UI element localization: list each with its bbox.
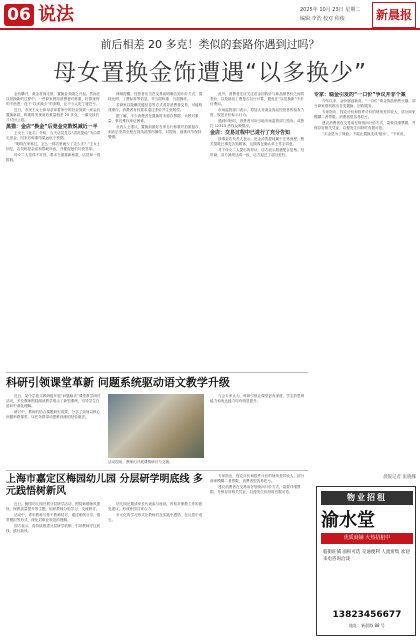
ad-address: 地址：新晨路 88 号	[349, 623, 385, 628]
ad-brand: 渝水堂	[321, 510, 375, 531]
subheading: 专家：稳金引发的“一口价”争议并非个案	[314, 92, 406, 98]
paragraph: 若商家以隐瞒关键信息等方式诱导消费者交易，可能构成欺诈，消费者有权要求退还差价并主张赔偿。	[108, 103, 203, 112]
paragraph: 近日，某中学语文教研组开展“问题驱动”课堂教学研讨活动，多位教师围绕阅读教学展示了新型课例，引导学生在追问中深化理解。	[6, 394, 101, 408]
story2-column-1	[6, 394, 102, 460]
paragraph: 母女二人觉得不对劲，要求当面重新称重，店员却一再推脱。	[6, 153, 101, 162]
paragraph: 涉事金店负责人表示，旧金清洗提纯属于正常流程，相关损耗已事先告知顾客，且顾客在确认单上签字同意。	[210, 137, 305, 146]
section-divider	[6, 470, 308, 471]
paragraph: 研讨中，教师们结合课题研究成果，分享了如何以核心问题串联课堂、以任务群带动思维训练的经验做法。	[6, 410, 101, 419]
page-number: 06	[4, 4, 34, 26]
paragraph: 近日，市民王女士和母亲拿着家中的旧金饰到一家金店置换新款，称重时发现前后重量相差 20 多克，一番交涉后才讨回公道。	[6, 108, 101, 122]
story3-column-1	[6, 502, 102, 636]
story2-photo-caption: 活动现场，教师们开展课例研讨与交流。	[108, 460, 173, 464]
paragraph: 与会专家认为，科研引领让课堂更有深度，学生的思辨能力和表达能力均有明显提升。	[210, 394, 305, 403]
advertisement[interactable]	[316, 486, 416, 636]
story2-headline: 科研引领课堂革新 问题系统驱动语文教学升级	[6, 376, 230, 389]
paragraph: 王女士（化名）介绍，当天店员先以“清洗提纯”为由带走旧金，回来后称重结果远低于预期。	[6, 131, 101, 140]
paragraph: 遇到纠纷时，消费者可向当地市场监管部门投诉，或拨打 12315 热线反映情况。	[210, 119, 305, 128]
paragraph: 建议消费者在交易前仔细询问计价方式，索要详细票据，并保存好相关凭证，以便发生纠纷时有据可依。	[210, 485, 301, 494]
story3-column-2	[108, 502, 204, 636]
story2-column-2	[210, 394, 306, 460]
newspaper-logo: 新晨报	[372, 2, 416, 28]
paragraph: 市场监管部门表示，将加大对黄金饰品经营者的检查力度，规范计价标示行为。	[210, 108, 305, 117]
lead-column-2	[108, 92, 204, 362]
subheading: 金店：交易过程中已进行了充分告知	[210, 130, 291, 136]
paragraph: “买金是为了保值，不能让置换变成‘缩水’。”专家说。	[322, 132, 408, 136]
ad-title: 物业招租	[321, 491, 413, 505]
paragraph: 金价攀升，黄金首饰走俏，置换业务随之兴起。然而在以旧换新的过程中，一些商家利用消费者对称重、折算规则的不熟悉，设下“以多换少”的套路，让不少人吃了哑巴亏。	[6, 92, 101, 106]
subheading: 黑猫：金店“换金”后竟金克数锐减近一半	[6, 124, 98, 130]
date-line: 2025年 10月 23日 星期二	[300, 7, 361, 13]
paragraph: 律师提醒，经营者应当在交易前明确告知计价方式、损耗比例、工费标准等信息，并当面称重、当面操作。	[108, 92, 203, 101]
editor-line: 编辑 李浩 校对 程俊	[300, 16, 345, 22]
page-header	[0, 0, 420, 30]
paragraph: 建议消费者在交易前仔细询问计价方式，索要详细票据，并保存好相关凭证，以便发生纠纷时有据可依。	[314, 121, 416, 130]
editor-credit: 晨报记者 张晓娜	[383, 475, 416, 480]
paragraph: 活动中，青年教师与骨干教师结对，通过案例分享、情景模拟等形式，深化对职业规范的理解。	[6, 513, 101, 522]
section-title: 说法	[38, 4, 74, 25]
ad-body: 临街旺铺 面积可选 交通便利 人流密集 欢迎来电咨询洽谈	[323, 550, 410, 562]
ad-tagline: 优质商铺 火热招租中	[321, 533, 413, 544]
paragraph: 专家指出，按克计价和按件计价的规则差异较大，部分商家模糊二者界限，消费者很容易吃亏。	[210, 474, 305, 483]
paragraph: 近日，梅园幼儿园开展分层研学活动，围绕师德师风建设、保教质量提升等主题，组织教师分组学习、交流研讨。	[6, 502, 101, 511]
story2-photo	[108, 394, 204, 458]
story3-headline: 上海市嘉定区梅园幼儿园 分层研学明底线 多元践悟树新风	[6, 474, 203, 497]
lead-column-4	[314, 92, 416, 470]
lead-column-3	[210, 92, 306, 362]
ad-phone[interactable]: 13823456677	[332, 610, 402, 620]
paragraph: “明明在家称过，怎么一到店里就少了这么多？”王女士回忆，店员称是杂质和损耗所致，并催促她们尽快签单。	[6, 142, 101, 151]
paragraph: 多元化的学习形式让教师们在实践中感悟、在反思中成长。	[108, 513, 203, 522]
paragraph: 幼儿园还邀请家长代表参与座谈，听取对保教工作的意见建议，形成家园共育合力。	[108, 502, 203, 511]
section-divider	[6, 372, 308, 373]
paragraph: 业内人士建议，置换前最好在家自行称重并拍照留存，到店后坚持全程在视线范围内操作，对提纯、熔炼环节保持警惕。	[108, 125, 203, 139]
paragraph: 此外，消费者还应关注旧金回收价与新品销售价之间的差价，以及新品工费是否另行计算，避免在“以旧换新”中多付费用。	[210, 92, 305, 106]
paragraph: 园方表示，将持续推进分层研学机制，引导教师守住底线、践行新风。	[6, 524, 101, 533]
lead-headline: 母女置换金饰遭遇“以多换少”	[53, 60, 367, 86]
lead-subheadline: 前后相差 20 多克！类似的套路你遇到过吗？	[100, 38, 320, 51]
paragraph: 今年以来，金价屡创新高，“一口价”黄金饰品销售火爆，部分商家借机推出各类置换、回收服务。	[314, 99, 416, 108]
paragraph: 专家指出，按克计价和按件计价的规则差异较大，部分商家模糊二者界限，消费者很容易吃亏。	[314, 110, 416, 119]
story3-column-3	[210, 474, 306, 636]
paragraph: 对于母女二人提出的异议，店方表示愿意配合复核。经协商，双方最终达成一致，店方退还了部分差价。	[210, 148, 305, 157]
paragraph: 据了解，不少消费者在置换时未留存票据、未核对重量，事后维权举证困难。	[108, 114, 199, 123]
